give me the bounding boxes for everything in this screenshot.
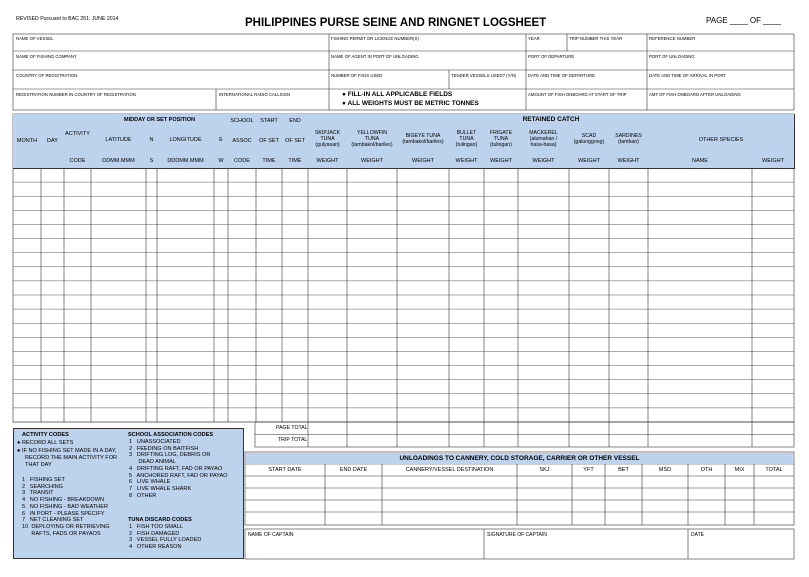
species-weight-header: WEIGHT [397, 154, 450, 169]
unloading-port-field[interactable]: PORT OF UNLOADING [649, 54, 695, 59]
west-header: W [214, 154, 229, 169]
unloading-column-header: OTH [700, 467, 713, 473]
page-title: PHILIPPINES PURSE SEINE AND RINGNET LOGSHEET [245, 17, 547, 29]
longitude-header: LONGITUDE [157, 126, 215, 155]
code-item: 3 TRANSIT [22, 490, 54, 497]
end-header: END [282, 114, 309, 129]
school-codes-title: SCHOOL ASSOCIATION CODES [128, 432, 214, 438]
east-header: E [214, 126, 229, 155]
country-registration-field[interactable]: COUNTRY OF REGISTRATION [16, 73, 78, 78]
code-item: 2 SEARCHING [22, 483, 64, 490]
unloading-column-header: SKJ [539, 467, 550, 473]
activity-note-2b: RECORD THE MAIN ACTIVITY FOR [25, 455, 118, 461]
radio-callsign-field[interactable]: INTERNATIONAL RADIO CALLSIGN [219, 92, 291, 97]
departure-port-field[interactable]: PORT OF DEPARTURE [528, 54, 575, 59]
year-field[interactable]: YEAR [528, 36, 540, 41]
code-item: 1 FISHING SET [22, 477, 65, 483]
page-total-label: PAGE TOTAL [276, 425, 308, 431]
fishing-company-field[interactable]: NAME OF FISHING COMPANY [16, 54, 77, 59]
code-item: DEAD ANIMAL [129, 459, 176, 466]
latitude-format-header: DDMM.MMM [91, 154, 147, 169]
tender-vessels-field[interactable]: TENDER VESSELS USED? (Y/N) [451, 73, 517, 78]
unloading-column-header: YFT [583, 467, 594, 473]
unloading-column-header: TOTAL [765, 467, 783, 473]
unloading-column-header: MIX [734, 467, 745, 473]
code-item: RAFTS, FADS OR PAYAOS [22, 530, 101, 537]
trip-number-field[interactable]: TRIP NUMBER THIS YEAR [569, 36, 623, 41]
unloading-title: UNLOADINGS TO CANNERY, COLD STORAGE, CARRIER OR OTHER VESSEL [246, 453, 793, 464]
other-species-header: OTHER SPECIES [648, 126, 795, 155]
captain-name-field[interactable]: NAME OF CAPTAIN [248, 532, 294, 538]
school-code-list [129, 439, 228, 499]
activity-code-list [22, 477, 110, 537]
reference-number-field[interactable]: REFERENCE NUMBER [649, 36, 696, 41]
species-header: SKIPJACK TUNA (gulyasan) [308, 126, 348, 155]
species-weight-header: WEIGHT [569, 154, 610, 169]
permit-number-field[interactable]: FISHING PERMIT OR LICENCE NUMBER(S) [331, 36, 419, 41]
code-item: 3 VESSEL FULLY LOADED [129, 537, 202, 544]
activity-header: ACTIVITY [64, 114, 92, 155]
activity-note-2: ● IF NO FISHING SET MADE IN A DAY, [17, 448, 117, 454]
north-header: N [146, 126, 158, 155]
species-header: SCAD (galunggong) [569, 126, 610, 155]
code-item: 5 ANCHORED RAFT, FAD OR PAYAO [129, 472, 228, 479]
end-time-header: TIME [282, 154, 309, 169]
midday-position-header: MIDDAY OR SET POSITION [91, 114, 229, 127]
code-item: 2 FEEDING ON BAITFISH [129, 445, 199, 452]
retained-catch-header: RETAINED CATCH [308, 114, 795, 127]
arrival-date-field[interactable]: DATE AND TIME OF ARRIVAL IN PORT [649, 73, 727, 78]
code-item: 7 NET CLEANING SET [22, 517, 84, 524]
species-weight-header: WEIGHT [449, 154, 485, 169]
start-time-header: TIME [256, 154, 283, 169]
bullet-icon: ● [342, 100, 346, 107]
code-item: 3 DRIFTING LOG, DEBRIS OR [129, 452, 211, 459]
species-header: FRIGATE TUNA (tulingan) [484, 126, 519, 155]
unloading-column-header: MSD [658, 467, 672, 473]
other-species-weight-header: WEIGHT [752, 154, 795, 169]
species-header: SARDINES (tamban) [609, 126, 649, 155]
note-metric: ● ALL WEIGHTS MUST BE METRIC TONNES [342, 100, 479, 107]
start-ofset-header: OF SET [256, 128, 283, 155]
fads-used-field[interactable]: NUMBER OF FADS USED [331, 73, 383, 78]
species-weight-header: WEIGHT [347, 154, 398, 169]
south-header: S [146, 154, 158, 169]
school-code-header: CODE [228, 154, 257, 169]
latitude-header: LATITUDE [91, 126, 147, 155]
end-ofset-header: OF SET [282, 128, 309, 155]
species-header: MACKEREL (alumahan / hasa-hasa) [518, 126, 570, 155]
code-item: 10 DEPLOYING OR RETRIEVING [22, 523, 110, 530]
species-header: YELLOWFIN TUNA (tambakol/bariles) [347, 126, 398, 155]
registration-number-field[interactable]: REGISTRATION NUMBER IN COUNTRY OF REGISTRATION [16, 92, 136, 97]
fish-onboard-after-field[interactable]: AMT OF FISH ONBOARD AFTER UNLOADING [649, 92, 741, 97]
unloading-column-header: END DATE [339, 467, 368, 473]
code-item: 1 UNASSOCIATED [129, 439, 181, 445]
vessel-name-field[interactable]: NAME OF VESSEL [16, 36, 54, 41]
page-number-field[interactable]: PAGE ____ OF ____ [706, 16, 782, 25]
unloading-column-header: CANNERY/VESSEL DESTINATION [405, 467, 494, 473]
species-weight-header: WEIGHT [518, 154, 570, 169]
trip-total-label: TRIP TOTAL [278, 437, 308, 443]
species-weight-header: WEIGHT [308, 154, 348, 169]
code-item: 4 DRIFTING RAFT, FAD OR PAYAO [129, 465, 223, 472]
code-item: 8 OTHER [129, 492, 157, 499]
code-item: 5 NO FISHING - BAD WEATHER [22, 503, 108, 510]
departure-date-field[interactable]: DATE AND TIME OF DEPARTURE [528, 73, 596, 78]
discard-code-list [129, 524, 201, 551]
month-header: MONTH [13, 114, 42, 169]
discard-codes-title: TUNA DISCARD CODES [128, 517, 192, 523]
note-fill-fields: ● FILL-IN ALL APPLICABLE FIELDS [342, 91, 453, 98]
code-item: 7 LIVE WHALE SHARK [129, 485, 192, 492]
species-header: BULLET TUNA (tulingan) [449, 126, 485, 155]
activity-codes-title: ACTIVITY CODES [22, 432, 69, 438]
unloading-column-header: START DATE [268, 467, 302, 473]
other-species-name-header: NAME [648, 154, 753, 169]
agent-name-field[interactable]: NAME OF AGENT IN PORT OF UNLOADING [331, 54, 419, 59]
code-item: 4 OTHER REASON [129, 544, 182, 551]
code-item: 1 FISH TOO SMALL [129, 524, 183, 530]
species-header: BIGEYE TUNA (tambakol/bariles) [397, 126, 450, 155]
assoc-header: ASSOC [228, 128, 257, 155]
code-item: 2 FISH DAMAGED [129, 530, 180, 537]
activity-note-1: ● RECORD ALL SETS [17, 440, 74, 446]
activity-note-2c: THAT DAY [25, 462, 52, 468]
day-header: DAY [41, 114, 65, 169]
code-item: 6 LIVE WHALE [129, 479, 171, 486]
species-weight-header: WEIGHT [609, 154, 649, 169]
longitude-format-header: DDDMM.MMM [157, 154, 215, 169]
date-field[interactable]: DATE [691, 532, 704, 538]
school-header: SCHOOL [228, 114, 257, 129]
revision-note: REVISED Pursuant to BAC 251: JUNE 2014 [16, 16, 119, 22]
code-item: 6 IN PORT - PLEASE SPECIFY [22, 510, 105, 517]
activity-code-header: CODE [64, 154, 92, 169]
captain-signature-field[interactable]: SIGNATURE OF CAPTAIN [487, 532, 547, 538]
start-header: START [256, 114, 283, 129]
species-weight-header: WEIGHT [484, 154, 519, 169]
code-item: 4 NO FISHING - BREAKDOWN [22, 497, 105, 504]
unloading-column-header: BET [618, 467, 629, 473]
bullet-icon: ● [342, 91, 346, 98]
fish-onboard-start-field[interactable]: AMOUNT OF FISH ONBOARD AT START OF TRIP [528, 92, 627, 97]
